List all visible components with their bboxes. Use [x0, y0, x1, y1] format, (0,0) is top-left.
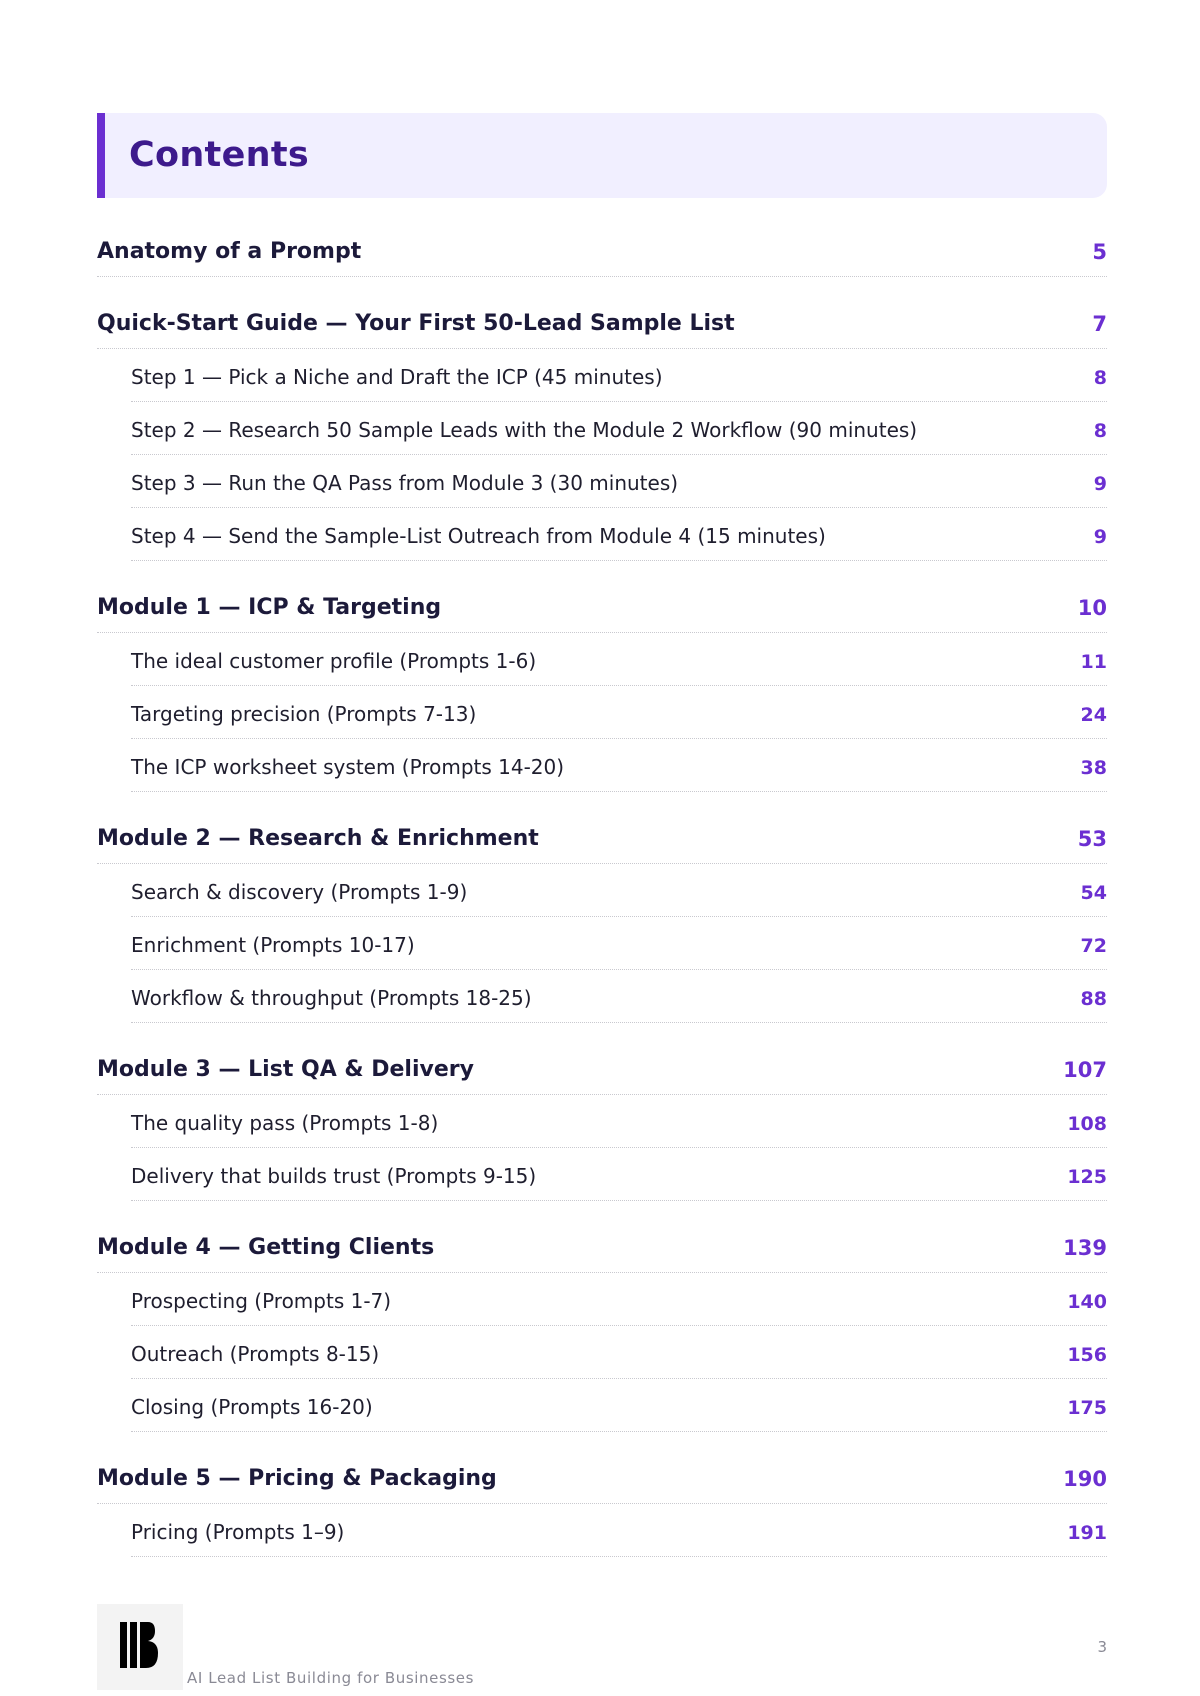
toc-subsection-entry[interactable]	[131, 686, 1107, 739]
toc-entry-page-number: 88	[1080, 988, 1107, 1010]
toc-subsection-entry[interactable]	[131, 508, 1107, 561]
toc-subsection-entry[interactable]	[131, 739, 1107, 792]
toc-entry-page-number: 8	[1093, 367, 1107, 389]
toc-entry-title: Pricing (Prompts 1–9)	[131, 1520, 345, 1544]
toc-entry-page-number: 9	[1093, 473, 1107, 495]
table-of-contents	[97, 222, 1107, 1557]
toc-entry-title: Enrichment (Prompts 10-17)	[131, 933, 415, 957]
toc-entry-title: The ideal customer profile (Prompts 1-6)	[131, 649, 537, 673]
toc-entry-title: Module 3 — List QA & Delivery	[97, 1057, 474, 1082]
toc-subsection-entry[interactable]	[131, 633, 1107, 686]
toc-entry-title: Search & discovery (Prompts 1-9)	[131, 880, 468, 904]
toc-section-entry[interactable]	[97, 1449, 1107, 1504]
toc-entry-title: The quality pass (Prompts 1-8)	[131, 1111, 439, 1135]
toc-entry-title: Module 4 — Getting Clients	[97, 1235, 435, 1260]
toc-entry-page-number: 72	[1080, 935, 1107, 957]
toc-entry-page-number: 24	[1080, 704, 1107, 726]
toc-entry-page-number: 11	[1080, 651, 1107, 673]
toc-subsection-entry[interactable]	[131, 455, 1107, 508]
toc-subsection-entry[interactable]	[131, 1504, 1107, 1557]
toc-subsection-entry[interactable]	[131, 1273, 1107, 1326]
toc-entry-page-number: 108	[1067, 1113, 1107, 1135]
toc-section-entry[interactable]	[97, 294, 1107, 349]
toc-section-entry[interactable]	[97, 1040, 1107, 1095]
toc-subsection-entry[interactable]	[131, 1095, 1107, 1148]
toc-entry-title: Module 1 — ICP & Targeting	[97, 595, 442, 620]
toc-entry-title: Targeting precision (Prompts 7-13)	[131, 702, 477, 726]
toc-subsection-entry[interactable]	[131, 1326, 1107, 1379]
page-title: Contents	[129, 135, 309, 175]
footer-title: AI Lead List Building for Businesses	[187, 1669, 475, 1687]
toc-subsection-entry[interactable]	[131, 349, 1107, 402]
page-number: 3	[1097, 1638, 1107, 1656]
toc-entry-page-number: 54	[1080, 882, 1107, 904]
toc-subsection-entry[interactable]	[131, 917, 1107, 970]
toc-entry-title: Step 1 — Pick a Niche and Draft the ICP (45 minutes)	[131, 365, 663, 389]
toc-entry-page-number: 7	[1092, 312, 1107, 336]
toc-entry-title: Module 2 — Research & Enrichment	[97, 826, 539, 851]
toc-subsection-entry[interactable]	[131, 1379, 1107, 1432]
toc-entry-page-number: 53	[1077, 827, 1107, 851]
toc-entry-title: Quick-Start Guide — Your First 50-Lead Sample List	[97, 311, 735, 336]
toc-entry-page-number: 190	[1063, 1467, 1107, 1491]
brand-logo-icon	[120, 1622, 162, 1668]
toc-entry-title: Step 2 — Research 50 Sample Leads with the Module 2 Workflow (90 minutes)	[131, 418, 918, 442]
toc-entry-page-number: 175	[1067, 1397, 1107, 1419]
contents-header-accent-bar	[97, 113, 105, 198]
toc-entry-page-number: 156	[1067, 1344, 1107, 1366]
toc-entry-page-number: 5	[1092, 240, 1107, 264]
toc-entry-page-number: 125	[1067, 1166, 1107, 1188]
toc-entry-page-number: 8	[1093, 420, 1107, 442]
toc-entry-page-number: 191	[1067, 1522, 1107, 1544]
toc-subsection-entry[interactable]	[131, 970, 1107, 1023]
toc-subsection-entry[interactable]	[131, 402, 1107, 455]
toc-entry-title: Outreach (Prompts 8-15)	[131, 1342, 380, 1366]
toc-entry-title: Anatomy of a Prompt	[97, 239, 362, 264]
toc-subsection-entry[interactable]	[131, 864, 1107, 917]
toc-entry-page-number: 139	[1063, 1236, 1107, 1260]
toc-section-entry[interactable]	[97, 1218, 1107, 1273]
toc-entry-page-number: 9	[1093, 526, 1107, 548]
toc-entry-title: Delivery that builds trust (Prompts 9-15)	[131, 1164, 537, 1188]
toc-section-entry[interactable]	[97, 222, 1107, 277]
toc-entry-page-number: 10	[1077, 596, 1107, 620]
toc-entry-page-number: 140	[1067, 1291, 1107, 1313]
toc-entry-page-number: 107	[1063, 1058, 1107, 1082]
toc-entry-title: Closing (Prompts 16-20)	[131, 1395, 373, 1419]
toc-section-entry[interactable]	[97, 578, 1107, 633]
toc-entry-title: Step 4 — Send the Sample-List Outreach from Module 4 (15 minutes)	[131, 524, 826, 548]
toc-entry-title: Workflow & throughput (Prompts 18-25)	[131, 986, 532, 1010]
toc-entry-page-number: 38	[1080, 757, 1107, 779]
toc-entry-title: Module 5 — Pricing & Packaging	[97, 1466, 497, 1491]
toc-section-entry[interactable]	[97, 809, 1107, 864]
toc-entry-title: Prospecting (Prompts 1-7)	[131, 1289, 392, 1313]
toc-entry-title: Step 3 — Run the QA Pass from Module 3 (30 minutes)	[131, 471, 679, 495]
toc-entry-title: The ICP worksheet system (Prompts 14-20)	[131, 755, 565, 779]
toc-subsection-entry[interactable]	[131, 1148, 1107, 1201]
